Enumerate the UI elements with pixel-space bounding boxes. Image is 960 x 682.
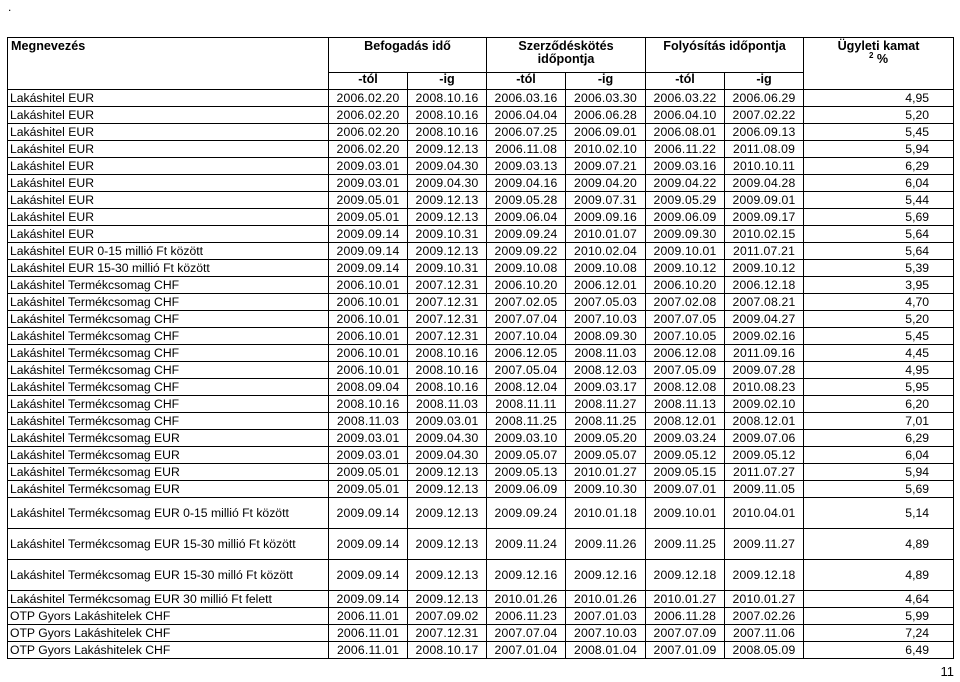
cell-date: 2010.01.07 — [566, 226, 646, 243]
cell-rate: 4,95 — [804, 362, 954, 379]
cell-date: 2008.11.13 — [646, 396, 725, 413]
cell-date: 2009.10.12 — [725, 260, 804, 277]
cell-date: 2008.11.25 — [487, 413, 566, 430]
cell-date: 2009.05.12 — [646, 447, 725, 464]
cell-name: Lakáshitel Termékcsomag CHF — [8, 294, 329, 311]
cell-date: 2006.12.18 — [725, 277, 804, 294]
table-row — [8, 209, 954, 226]
table-row — [8, 175, 954, 192]
cell-date: 2010.01.18 — [566, 498, 646, 529]
cell-name: Lakáshitel Termékcsomag EUR 15-30 millió Ft között — [8, 529, 329, 560]
cell-rate: 5,39 — [804, 260, 954, 277]
cell-date: 2009.11.24 — [487, 529, 566, 560]
cell-date: 2008.11.03 — [329, 413, 408, 430]
cell-date: 2008.11.11 — [487, 396, 566, 413]
cell-name: Lakáshitel Termékcsomag CHF — [8, 311, 329, 328]
table-header — [8, 38, 954, 90]
cell-date: 2011.07.21 — [725, 243, 804, 260]
cell-name: Lakáshitel Termékcsomag EUR — [8, 430, 329, 447]
cell-rate: 5,94 — [804, 141, 954, 158]
cell-date: 2009.09.14 — [329, 243, 408, 260]
cell-date: 2010.01.26 — [487, 591, 566, 608]
cell-date: 2007.12.31 — [408, 625, 487, 642]
table-row — [8, 141, 954, 158]
cell-name: Lakáshitel EUR 15-30 millió Ft között — [8, 260, 329, 277]
cell-date: 2011.08.09 — [725, 141, 804, 158]
cell-date: 2006.04.04 — [487, 107, 566, 124]
cell-date: 2007.10.03 — [566, 311, 646, 328]
cell-date: 2006.11.01 — [329, 625, 408, 642]
cell-date: 2006.03.30 — [566, 90, 646, 107]
cell-name: Lakáshitel Termékcsomag CHF — [8, 277, 329, 294]
cell-date: 2009.03.13 — [487, 158, 566, 175]
table-row — [8, 260, 954, 277]
cell-date: 2010.01.26 — [566, 591, 646, 608]
cell-date: 2007.12.31 — [408, 294, 487, 311]
cell-date: 2009.12.13 — [408, 498, 487, 529]
cell-rate: 7,24 — [804, 625, 954, 642]
cell-date: 2006.02.20 — [329, 90, 408, 107]
table-row — [8, 192, 954, 209]
cell-date: 2009.04.27 — [725, 311, 804, 328]
cell-date: 2007.08.21 — [725, 294, 804, 311]
cell-date: 2007.07.04 — [487, 311, 566, 328]
cell-name: Lakáshitel Termékcsomag CHF — [8, 413, 329, 430]
cell-date: 2009.11.27 — [725, 529, 804, 560]
table-row — [8, 124, 954, 141]
table-row — [8, 243, 954, 260]
cell-date: 2007.02.26 — [725, 608, 804, 625]
header-megnevezes: Megnevezés — [8, 38, 329, 90]
cell-date: 2007.09.02 — [408, 608, 487, 625]
table-row — [8, 608, 954, 625]
cell-date: 2007.02.22 — [725, 107, 804, 124]
cell-date: 2006.09.13 — [725, 124, 804, 141]
cell-rate: 4,64 — [804, 591, 954, 608]
cell-date: 2009.10.08 — [566, 260, 646, 277]
cell-date: 2009.03.10 — [487, 430, 566, 447]
cell-date: 2008.10.16 — [408, 379, 487, 396]
cell-date: 2009.10.31 — [408, 226, 487, 243]
table-row — [8, 379, 954, 396]
cell-date: 2009.05.13 — [487, 464, 566, 481]
cell-date: 2009.04.30 — [408, 175, 487, 192]
cell-date: 2007.12.31 — [408, 311, 487, 328]
cell-date: 2007.10.04 — [487, 328, 566, 345]
table-row — [8, 625, 954, 642]
table-row — [8, 396, 954, 413]
cell-date: 2007.05.09 — [646, 362, 725, 379]
cell-date: 2008.09.30 — [566, 328, 646, 345]
cell-date: 2009.10.12 — [646, 260, 725, 277]
cell-name: Lakáshitel EUR — [8, 124, 329, 141]
cell-date: 2008.05.09 — [725, 642, 804, 659]
cell-date: 2006.08.01 — [646, 124, 725, 141]
cell-rate: 5,64 — [804, 226, 954, 243]
cell-name: Lakáshitel EUR — [8, 209, 329, 226]
cell-rate: 3,95 — [804, 277, 954, 294]
header-kamat-sup: 2 — [868, 50, 874, 60]
cell-rate: 5,94 — [804, 464, 954, 481]
cell-date: 2011.09.16 — [725, 345, 804, 362]
cell-date: 2009.03.01 — [329, 447, 408, 464]
cell-date: 2006.06.28 — [566, 107, 646, 124]
cell-date: 2006.10.01 — [329, 311, 408, 328]
cell-name: Lakáshitel Termékcsomag EUR — [8, 447, 329, 464]
cell-date: 2009.12.13 — [408, 141, 487, 158]
cell-date: 2008.12.08 — [646, 379, 725, 396]
cell-date: 2010.08.23 — [725, 379, 804, 396]
cell-date: 2009.12.13 — [408, 591, 487, 608]
cell-date: 2006.10.20 — [646, 277, 725, 294]
cell-date: 2009.05.01 — [329, 192, 408, 209]
table-row — [8, 107, 954, 124]
table-body — [8, 90, 954, 659]
header-folyositas: Folyósítás időpontja — [646, 38, 804, 73]
cell-date: 2008.10.16 — [408, 124, 487, 141]
cell-date: 2007.10.05 — [646, 328, 725, 345]
cell-date: 2009.03.17 — [566, 379, 646, 396]
cell-name: Lakáshitel EUR — [8, 90, 329, 107]
cell-date: 2009.11.25 — [646, 529, 725, 560]
cell-date: 2006.10.20 — [487, 277, 566, 294]
cell-date: 2007.02.05 — [487, 294, 566, 311]
cell-name: OTP Gyors Lakáshitelek CHF — [8, 625, 329, 642]
cell-rate: 6,04 — [804, 175, 954, 192]
cell-date: 2009.04.30 — [408, 430, 487, 447]
cell-rate: 5,69 — [804, 481, 954, 498]
table-row — [8, 90, 954, 107]
cell-name: Lakáshitel Termékcsomag CHF — [8, 328, 329, 345]
cell-date: 2009.09.24 — [487, 498, 566, 529]
cell-date: 2006.10.01 — [329, 362, 408, 379]
cell-date: 2010.02.04 — [566, 243, 646, 260]
cell-name: Lakáshitel Termékcsomag EUR 0-15 millió Ft között — [8, 498, 329, 529]
table-row — [8, 226, 954, 243]
cell-date: 2009.03.01 — [329, 430, 408, 447]
cell-name: Lakáshitel Termékcsomag EUR 15-30 milló Ft között — [8, 560, 329, 591]
table-row — [8, 498, 954, 529]
cell-rate: 6,29 — [804, 158, 954, 175]
table-row — [8, 430, 954, 447]
cell-name: OTP Gyors Lakáshitelek CHF — [8, 642, 329, 659]
cell-date: 2006.06.29 — [725, 90, 804, 107]
cell-date: 2008.10.16 — [408, 345, 487, 362]
cell-date: 2008.12.01 — [725, 413, 804, 430]
table-row — [8, 464, 954, 481]
cell-date: 2009.12.13 — [408, 192, 487, 209]
cell-rate: 5,14 — [804, 498, 954, 529]
cell-date: 2008.11.03 — [566, 345, 646, 362]
table-row — [8, 345, 954, 362]
cell-rate: 4,89 — [804, 560, 954, 591]
cell-date: 2009.09.14 — [329, 529, 408, 560]
cell-date: 2009.09.14 — [329, 260, 408, 277]
cell-date: 2009.04.20 — [566, 175, 646, 192]
cell-date: 2009.12.18 — [725, 560, 804, 591]
header-szerzodes-ig: -ig — [566, 73, 646, 90]
cell-date: 2009.05.12 — [725, 447, 804, 464]
cell-date: 2009.10.30 — [566, 481, 646, 498]
cell-rate: 4,95 — [804, 90, 954, 107]
cell-date: 2009.05.07 — [566, 447, 646, 464]
cell-date: 2009.07.01 — [646, 481, 725, 498]
cell-name: Lakáshitel Termékcsomag CHF — [8, 396, 329, 413]
cell-date: 2006.10.01 — [329, 294, 408, 311]
cell-date: 2009.05.01 — [329, 464, 408, 481]
cell-date: 2009.02.10 — [725, 396, 804, 413]
cell-date: 2006.11.01 — [329, 608, 408, 625]
cell-date: 2009.04.16 — [487, 175, 566, 192]
cell-name: Lakáshitel Termékcsomag CHF — [8, 379, 329, 396]
cell-date: 2009.04.28 — [725, 175, 804, 192]
cell-date: 2006.07.25 — [487, 124, 566, 141]
header-befogadas: Befogadás idő — [329, 38, 487, 73]
cell-date: 2009.07.06 — [725, 430, 804, 447]
table-row — [8, 362, 954, 379]
cell-rate: 7,01 — [804, 413, 954, 430]
cell-name: Lakáshitel Termékcsomag EUR 30 millió Ft felett — [8, 591, 329, 608]
cell-date: 2010.04.01 — [725, 498, 804, 529]
header-befogadas-ig: -ig — [408, 73, 487, 90]
cell-date: 2009.12.16 — [566, 560, 646, 591]
table-row — [8, 413, 954, 430]
cell-date: 2006.02.20 — [329, 124, 408, 141]
cell-date: 2007.11.06 — [725, 625, 804, 642]
cell-date: 2007.02.08 — [646, 294, 725, 311]
cell-date: 2006.10.01 — [329, 328, 408, 345]
header-szerzodeskotes: Szerződéskötés időpontja — [487, 38, 646, 73]
cell-date: 2007.07.05 — [646, 311, 725, 328]
header-kamat — [804, 38, 954, 90]
cell-date: 2009.03.01 — [329, 158, 408, 175]
cell-date: 2009.05.20 — [566, 430, 646, 447]
cell-date: 2009.07.28 — [725, 362, 804, 379]
cell-date: 2009.03.01 — [329, 175, 408, 192]
cell-date: 2007.01.03 — [566, 608, 646, 625]
cell-rate: 4,89 — [804, 529, 954, 560]
cell-date: 2009.09.14 — [329, 498, 408, 529]
cell-date: 2009.11.26 — [566, 529, 646, 560]
cell-rate: 5,69 — [804, 209, 954, 226]
cell-date: 2009.03.24 — [646, 430, 725, 447]
table-row — [8, 158, 954, 175]
cell-rate: 5,45 — [804, 328, 954, 345]
cell-date: 2010.02.10 — [566, 141, 646, 158]
page-number: 11 — [940, 664, 954, 679]
cell-date: 2009.04.22 — [646, 175, 725, 192]
cell-date: 2009.07.31 — [566, 192, 646, 209]
table-row — [8, 277, 954, 294]
cell-date: 2009.09.17 — [725, 209, 804, 226]
header-szerzodes-tol: -tól — [487, 73, 566, 90]
cell-date: 2010.01.27 — [646, 591, 725, 608]
cell-date: 2009.09.22 — [487, 243, 566, 260]
cell-rate: 5,95 — [804, 379, 954, 396]
cell-date: 2008.12.01 — [646, 413, 725, 430]
cell-rate: 5,99 — [804, 608, 954, 625]
cell-date: 2009.10.01 — [646, 498, 725, 529]
cell-date: 2010.01.27 — [566, 464, 646, 481]
cell-rate: 5,45 — [804, 124, 954, 141]
cell-date: 2010.01.27 — [725, 591, 804, 608]
cell-name: Lakáshitel Termékcsomag CHF — [8, 345, 329, 362]
cell-date: 2010.02.15 — [725, 226, 804, 243]
cell-date: 2009.12.13 — [408, 529, 487, 560]
cell-date: 2009.04.30 — [408, 447, 487, 464]
cell-date: 2009.10.01 — [646, 243, 725, 260]
cell-name: OTP Gyors Lakáshitelek CHF — [8, 608, 329, 625]
cell-date: 2007.12.31 — [408, 328, 487, 345]
cell-date: 2006.02.20 — [329, 107, 408, 124]
cell-date: 2006.03.22 — [646, 90, 725, 107]
cell-name: Lakáshitel EUR — [8, 158, 329, 175]
cell-date: 2006.11.28 — [646, 608, 725, 625]
cell-date: 2006.11.22 — [646, 141, 725, 158]
cell-date: 2008.10.16 — [408, 362, 487, 379]
cell-name: Lakáshitel Termékcsomag EUR — [8, 481, 329, 498]
cell-date: 2009.02.16 — [725, 328, 804, 345]
cell-date: 2009.12.13 — [408, 560, 487, 591]
table-row — [8, 311, 954, 328]
cell-date: 2009.11.05 — [725, 481, 804, 498]
table-row — [8, 447, 954, 464]
cell-rate: 5,44 — [804, 192, 954, 209]
cell-date: 2009.12.13 — [408, 243, 487, 260]
cell-date: 2009.03.16 — [646, 158, 725, 175]
cell-date: 2009.04.30 — [408, 158, 487, 175]
cell-date: 2008.10.16 — [408, 107, 487, 124]
cell-date: 2009.05.28 — [487, 192, 566, 209]
cell-rate: 6,49 — [804, 642, 954, 659]
cell-date: 2010.10.11 — [725, 158, 804, 175]
cell-date: 2007.10.03 — [566, 625, 646, 642]
cell-rate: 4,70 — [804, 294, 954, 311]
cell-date: 2006.12.01 — [566, 277, 646, 294]
cell-name: Lakáshitel EUR — [8, 226, 329, 243]
cell-date: 2008.11.03 — [408, 396, 487, 413]
cell-date: 2006.12.05 — [487, 345, 566, 362]
table-row — [8, 642, 954, 659]
cell-date: 2006.11.08 — [487, 141, 566, 158]
cell-date: 2009.09.16 — [566, 209, 646, 226]
cell-date: 2006.03.16 — [487, 90, 566, 107]
cell-date: 2008.01.04 — [566, 642, 646, 659]
header-folyositas-ig: -ig — [725, 73, 804, 90]
cell-date: 2007.05.03 — [566, 294, 646, 311]
cell-date: 2009.07.21 — [566, 158, 646, 175]
cell-date: 2008.11.25 — [566, 413, 646, 430]
cell-date: 2008.10.16 — [408, 90, 487, 107]
cell-date: 2006.09.01 — [566, 124, 646, 141]
cell-date: 2007.01.04 — [487, 642, 566, 659]
cell-name: Lakáshitel EUR — [8, 107, 329, 124]
cell-date: 2009.06.04 — [487, 209, 566, 226]
cell-date: 2006.02.20 — [329, 141, 408, 158]
cell-date: 2011.07.27 — [725, 464, 804, 481]
cell-name: Lakáshitel EUR — [8, 192, 329, 209]
cell-rate: 4,45 — [804, 345, 954, 362]
cell-date: 2008.11.27 — [566, 396, 646, 413]
cell-rate: 5,20 — [804, 107, 954, 124]
cell-date: 2009.09.14 — [329, 226, 408, 243]
cell-date: 2007.12.31 — [408, 277, 487, 294]
cell-date: 2009.06.09 — [646, 209, 725, 226]
header-kamat-label: Ügyleti kamat — [837, 39, 920, 53]
cell-rate: 6,29 — [804, 430, 954, 447]
cell-date: 2006.11.23 — [487, 608, 566, 625]
header-folyositas-tol: -tól — [646, 73, 725, 90]
cell-date: 2009.06.09 — [487, 481, 566, 498]
cell-name: Lakáshitel EUR — [8, 175, 329, 192]
cell-date: 2008.10.17 — [408, 642, 487, 659]
cell-date: 2006.04.10 — [646, 107, 725, 124]
cell-date: 2009.12.13 — [408, 481, 487, 498]
header-befogadas-tol: -tól — [329, 73, 408, 90]
cell-date: 2009.12.13 — [408, 464, 487, 481]
cell-date: 2009.10.08 — [487, 260, 566, 277]
cell-rate: 6,04 — [804, 447, 954, 464]
cell-name: Lakáshitel EUR 0-15 millió Ft között — [8, 243, 329, 260]
cell-date: 2008.09.04 — [329, 379, 408, 396]
cell-name: Lakáshitel EUR — [8, 141, 329, 158]
cell-date: 2009.12.16 — [487, 560, 566, 591]
cell-date: 2009.09.14 — [329, 560, 408, 591]
cell-date: 2009.05.01 — [329, 209, 408, 226]
cell-date: 2008.12.04 — [487, 379, 566, 396]
cell-date: 2008.12.03 — [566, 362, 646, 379]
cell-name: Lakáshitel Termékcsomag CHF — [8, 362, 329, 379]
cell-date: 2006.11.01 — [329, 642, 408, 659]
table-row — [8, 328, 954, 345]
table-row — [8, 591, 954, 608]
cell-date: 2007.07.04 — [487, 625, 566, 642]
cell-date: 2009.10.31 — [408, 260, 487, 277]
interest-rate-table — [7, 37, 954, 659]
cell-date: 2009.05.01 — [329, 481, 408, 498]
cell-date: 2006.12.08 — [646, 345, 725, 362]
cell-date: 2007.01.09 — [646, 642, 725, 659]
table-row — [8, 481, 954, 498]
table-row — [8, 294, 954, 311]
cell-date: 2006.10.01 — [329, 345, 408, 362]
cell-date: 2007.07.09 — [646, 625, 725, 642]
table-row — [8, 560, 954, 591]
cell-name: Lakáshitel Termékcsomag EUR — [8, 464, 329, 481]
cell-rate: 5,20 — [804, 311, 954, 328]
cell-date: 2009.09.24 — [487, 226, 566, 243]
cell-rate: 5,64 — [804, 243, 954, 260]
cell-date: 2009.05.07 — [487, 447, 566, 464]
cell-date: 2009.09.01 — [725, 192, 804, 209]
cell-date: 2009.03.01 — [408, 413, 487, 430]
cell-date: 2009.12.18 — [646, 560, 725, 591]
cell-date: 2009.09.30 — [646, 226, 725, 243]
cell-date: 2006.10.01 — [329, 277, 408, 294]
cell-date: 2008.10.16 — [329, 396, 408, 413]
cell-date: 2009.09.14 — [329, 591, 408, 608]
header-kamat-unit: % — [873, 52, 889, 66]
table-row — [8, 529, 954, 560]
cell-date: 2009.05.15 — [646, 464, 725, 481]
cell-rate: 6,20 — [804, 396, 954, 413]
page-marker: . — [8, 0, 12, 14]
cell-date: 2007.05.04 — [487, 362, 566, 379]
cell-date: 2009.12.13 — [408, 209, 487, 226]
cell-date: 2009.05.29 — [646, 192, 725, 209]
